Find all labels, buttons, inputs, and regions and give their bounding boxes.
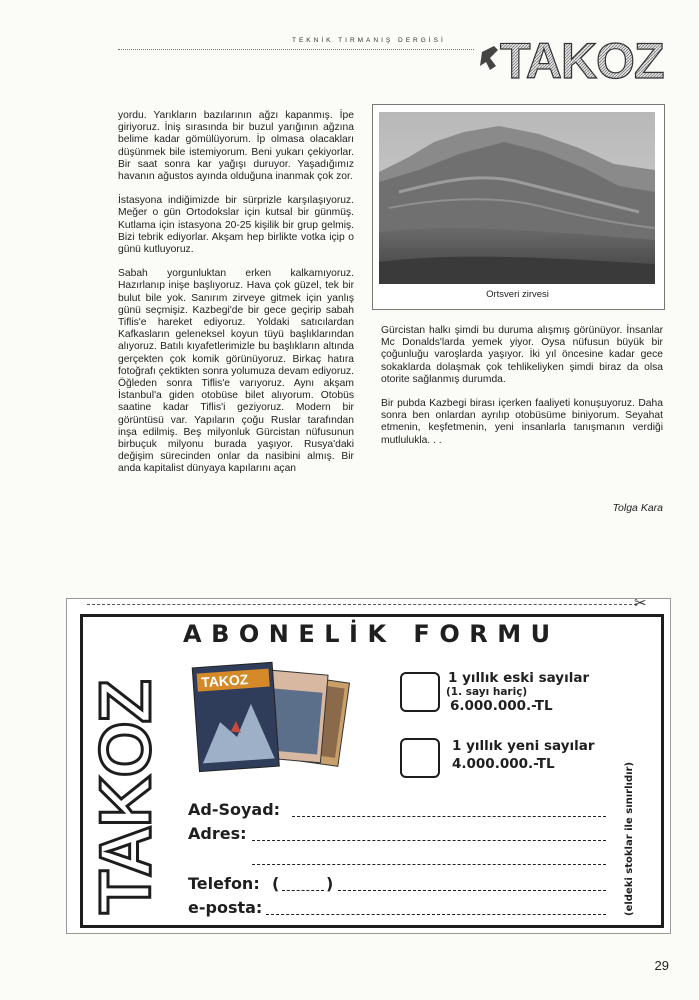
header-logo [476, 33, 664, 89]
climber-icon [480, 46, 498, 70]
article-left-column [118, 110, 354, 488]
mountain-photo [379, 112, 655, 284]
article-paragraph: Bir pubda Kazbegi birası içerken faaliyeti konuşuyoruz. Daha sonra ben onlardan ayrılıp otobüsüme biniyorum. Seyahat etmenin, keşfetmenin, yeni insanlarla tanışmanın verdiği mutlulukla. . . [381, 398, 663, 446]
form-logo-text: TAKOZ [86, 681, 166, 914]
option-old-issues-price: 6.000.000.-TL [450, 698, 553, 714]
photo-caption: Ortsveri zirvesi [486, 289, 549, 300]
phone-field-label: Telefon: [188, 874, 260, 893]
name-field-line[interactable] [292, 816, 606, 817]
address-field-line[interactable] [252, 840, 606, 841]
subscription-form-border [80, 614, 664, 928]
scissors-icon: ✂ [634, 595, 647, 612]
article-paragraph: Sabah yorgunluktan erken kalkamıyoruz. Hazırlanıp inişe başlıyoruz. Hava çok güzel, tek bir bulut bile yok. Sanırım zirveye gitmek için yanlış günü seçmişiz. Kazbegi'de bir gece geçirip sabah Tiflis'e hareket ediyoruz. Yoldaki satıcılardan Kafkasların geleneksel koyun tüyü başlıklarından alıyoruz. Batılı kıyafetlerimizle bu başlıkların altında gerçekten çok komik görünüyoruz. Birkaç hatıra fotoğrafı çektikten sonra yolumuza devam ediyoruz. Öğleden sonra Tiflis'e varıyoruz. Aynı akşam İstanbul'a giden otobüse bilet alıyorum. Otobüs saatine kadar Tiflis'i geziyoruz. Modern bir görüntüsü var. Yapıların çoğu Ruslar tarafından inşa edilmiş. Beş milyonluk Gürcistan nüfusunun birbuçuk milyonu burada yaşıyor. Rusya'daki değişim sürecinden onlar da nasibini almış. Bir anda kapitalist dünyaya kapılarını açan [118, 268, 354, 475]
header-rule [118, 49, 474, 50]
cut-line [87, 604, 637, 605]
address-field-line-2[interactable] [252, 864, 606, 865]
page-number: 29 [654, 958, 669, 973]
magazine-covers-image [190, 660, 358, 772]
name-field-label: Ad-Soyad: [188, 800, 281, 819]
article-paragraph: Gürcistan halkı şimdi bu duruma alışmış görünüyor. İnsanlar Mc Donalds'larda yemek yiyor. Oysa nüfusun büyük bir çoğunluğu varoşlarda yaşıyor. İki yıl öncesine kadar gece sokaklarda dolaşmak çok tehlikeliyken şimdi biraz da olsa otorite sağlanmış durumda. [381, 325, 663, 385]
email-field-line[interactable] [266, 914, 606, 915]
option-new-issues-price: 4.000.000.-TL [452, 756, 555, 772]
email-field-label: e-posta: [188, 898, 263, 917]
option-old-issues-note: (1. sayı hariç) [446, 686, 528, 698]
address-field-label: Adres: [188, 824, 247, 843]
form-logo-vertical [86, 628, 166, 916]
stock-limit-note: (eldeki stoklar ile sınırlıdır) [624, 761, 635, 916]
phone-number-line[interactable] [338, 890, 606, 891]
magazine-cover-title: TAKOZ [200, 671, 249, 691]
option-old-issues-checkbox[interactable] [400, 672, 440, 712]
phone-area-close: ) [326, 874, 334, 893]
article-right-column [381, 325, 663, 459]
phone-area-open: ( [272, 874, 280, 893]
header-tagline: TEKNİK TIRMANIŞ DERGİSİ [292, 37, 446, 44]
author-name: Tolga Kara [612, 502, 663, 514]
header-logo-text: TAKOZ [500, 33, 664, 89]
form-title: ABONELİK FORMU [183, 620, 560, 648]
option-new-issues-checkbox[interactable] [400, 738, 440, 778]
phone-area-code-line[interactable] [282, 890, 324, 891]
option-new-issues-label: 1 yıllık yeni sayılar [452, 738, 595, 754]
article-paragraph: İstasyona indiğimizde bir sürprizle karşılaşıyoruz. Meğer o gün Ortodokslar için kutsal bir günmüş. Kutlama için istasyona 20-25 kişilik bir grup gelmiş. Bizi tebrik ediyorlar. Akşam hep birlikte votka içip o günü kutluyoruz. [118, 195, 354, 256]
article-paragraph: yordu. Yarıkların bazılarının ağzı kapanmış. İpe giriyoruz. İniş sırasında bir buzul yarığının ağzına belime kadar gömülüyorum. İp olmasa olacakları düşünmek bile istemiyorum. Beni yukarı çekiyorlar. Bir saat sonra kar yağışı duruyor. Yaşadığımız havanın ağustos ayında olduğuna inanmak çok zor. [118, 110, 354, 183]
option-old-issues-label: 1 yıllık eski sayılar [448, 670, 590, 686]
